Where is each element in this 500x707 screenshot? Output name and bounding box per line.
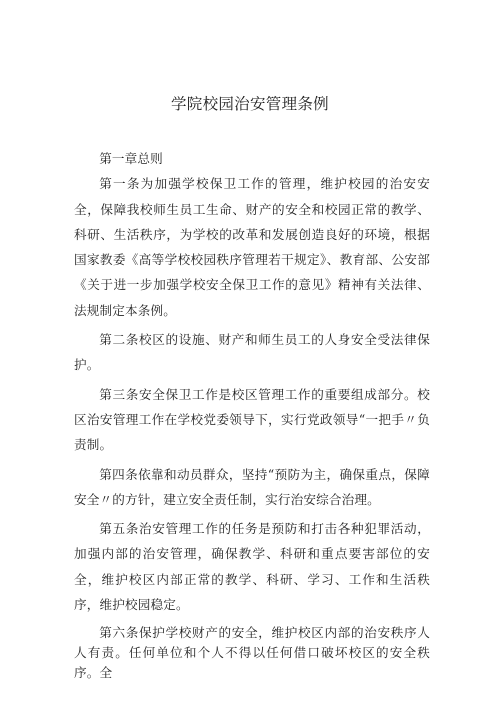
document-body <box>74 146 430 687</box>
chapter-heading: 第一章总则 <box>99 151 163 166</box>
article-paragraph: 第二条校区的设施、财产和师生员工的人身安全受法律保护。 <box>74 332 430 373</box>
article-paragraph: 第六条保护学校财产的安全，维护校区内部的治安秩序人人有责。任何单位和个人不得以任何借口破坏校区的安全秩序。全 <box>74 625 430 681</box>
article-paragraph: 第一条为加强学校保卫工作的管理，维护校园的治安安全，保障我校师生员工生命、财产的安全和校园正常的教学、科研、生活秩序，为学校的改革和发展创造良好的环境，根据国家教委《高等学校校园秩序管理若干规定》、教育部、公安部《关于进一步加强学校安全保卫工作的意见》精神有关法律、法规制定本条例。 <box>74 176 430 318</box>
document-title: 学院校园治安管理条例 <box>170 95 329 113</box>
article-paragraph: 第四条依靠和动员群众，坚持“预防为主，确保重点，保障安全〃的方针，建立安全责任制，实行治安综合治理。 <box>74 466 430 507</box>
article-paragraph: 第五条治安管理工作的任务是预防和打击各种犯罪活动，加强内部的治安管理，确保教学、科研和重点要害部位的安全，维护校区内部正常的教学、科研、学习、工作和生活秩序，维护校园稳定。 <box>74 521 430 613</box>
article-paragraph: 第三条安全保卫工作是校区管理工作的重要组成部分。校区治安管理工作在学校党委领导下，实行党政领导“一把手〃负责制。 <box>74 386 430 453</box>
